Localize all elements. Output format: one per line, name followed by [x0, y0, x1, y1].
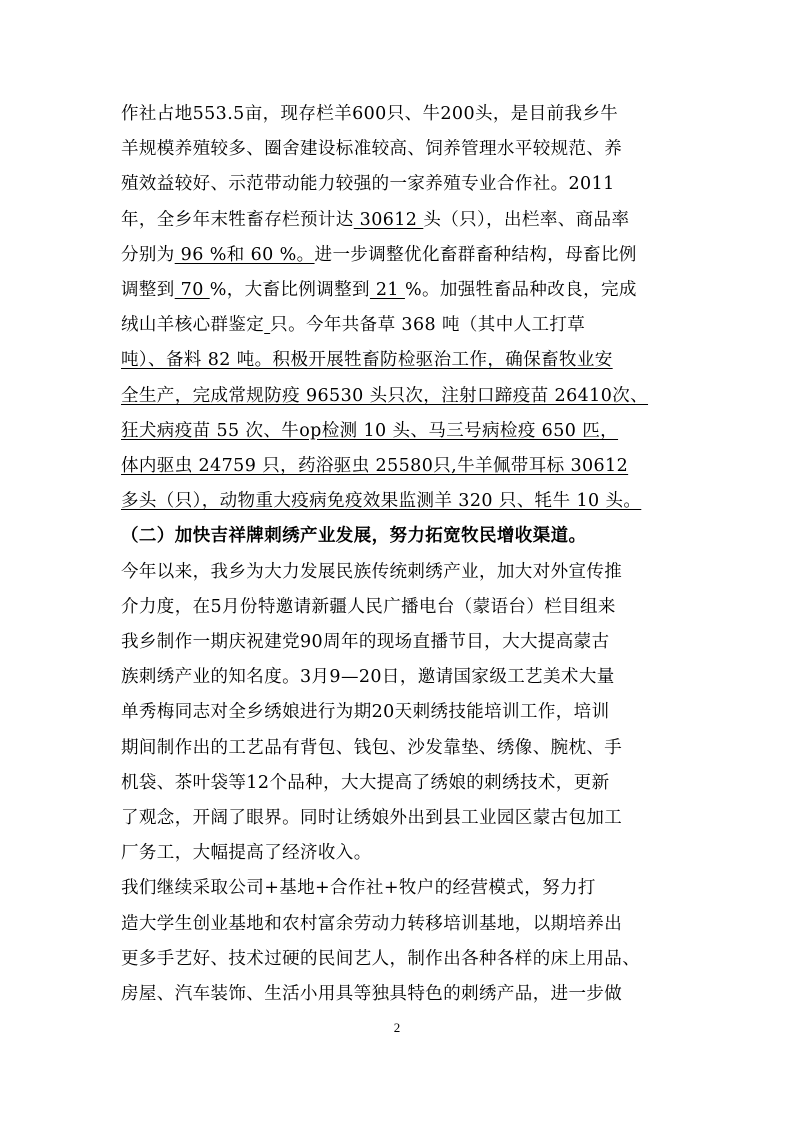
text-line [121, 454, 681, 478]
text-segment: %。加强牲畜品种改良，完成 [404, 280, 637, 300]
text-segment: 我乡制作一期庆祝建党90周年的现场直播节目，大大提高蒙古 [121, 632, 610, 652]
text-line [121, 665, 681, 689]
text-segment: 21 [369, 280, 405, 300]
text-segment: 我们继续采取公司+基地+合作社+牧户的经营模式，努力打 [121, 878, 596, 899]
text-segment: 70 [174, 280, 210, 300]
section-heading: （二）加快吉祥牌刺绣产业发展，努力拓宽牧民增收渠道。 [121, 526, 587, 547]
text-segment: 多头（只），动物重大疫病免疫效果监测羊 320 只、牦牛 10 头。 [121, 491, 642, 512]
text-line [121, 384, 681, 408]
text-line [121, 700, 681, 724]
text-line [121, 806, 681, 830]
text-line [121, 208, 681, 232]
text-line [121, 982, 681, 1006]
text-segment: 96 %和 60 %。 [174, 244, 315, 265]
text-line [121, 630, 681, 654]
text-segment: 头（只），出栏率、商品率 [423, 209, 630, 230]
text-line [121, 137, 681, 161]
text-segment: 期间制作出的工艺品有背包、钱包、沙发靠垫、绣像、腕枕、手 [121, 737, 623, 758]
text-segment: 绒山羊核心群鉴定 [121, 315, 265, 336]
text-line [121, 595, 681, 619]
text-line [121, 348, 681, 372]
text-segment: 全生产，完成常规防疫 96530 头只次，注射口蹄疫苗 26410次、 [121, 385, 649, 406]
text-line [121, 736, 681, 760]
text-segment: 作社占地553.5亩，现存栏羊600只、牛200头，是目前我乡牛 [121, 104, 619, 124]
text-line [121, 313, 681, 337]
text-segment: 殖效益较好、示范带动能力较强的一家养殖专业合作社。2011 [121, 174, 615, 195]
text-segment: 机袋、茶叶袋等12个品种，大大提高了绣娘的刺绣技术，更新 [121, 772, 610, 793]
text-line [121, 947, 681, 971]
text-line [121, 841, 681, 865]
text-segment: 厂务工，大幅提高了经济收入。 [121, 843, 372, 864]
text-segment: 调整到 [121, 280, 175, 300]
text-segment: 进一步调整优化畜群畜种结构，母畜比例 [314, 244, 637, 265]
text-line [121, 102, 681, 126]
text-line [121, 876, 681, 900]
text-line [121, 489, 681, 513]
text-line [121, 243, 681, 267]
text-line [121, 560, 681, 584]
text-segment: 单秀梅同志对全乡绣娘进行为期20天刺绣技能培训工作，培训 [121, 702, 610, 723]
text-segment: 族刺绣产业的知名度。3月9—20日，邀请国家级工艺美术大量 [121, 667, 615, 688]
text-segment: 更多手艺好、技术过硬的民间艺人，制作出各种各样的床上用品、 [121, 948, 641, 969]
text-segment: 房屋、汽车装饰、生活小用具等独具特色的刺绣产品，进一步做 [121, 984, 623, 1004]
text-line [121, 172, 681, 196]
text-segment: 分别为 [121, 244, 175, 265]
text-segment: 年，全乡年末牲畜存栏预计达 [121, 209, 354, 230]
page-number: 2 [393, 1020, 401, 1035]
text-segment: 今年以来，我乡为大力发展民族传统刺绣产业，加大对外宣传推 [121, 561, 623, 582]
text-segment: %，大畜比例调整到 [209, 280, 370, 300]
text-segment: 只。今年共备草 368 吨（其中人工打草 [270, 315, 586, 336]
text-segment: 羊规模养殖较多、圈舍建设标准较高、饲养管理水平较规范、养 [121, 139, 623, 160]
text-segment: 造大学生创业基地和农村富余劳动力转移培训基地，以期培养出 [121, 913, 623, 934]
text-line [121, 912, 681, 936]
text-line [121, 278, 681, 302]
text-segment: 体内驱虫 24759 只，药浴驱虫 25580只,牛羊佩带耳标 30612 [121, 456, 629, 476]
text-line [121, 524, 681, 548]
text-segment: 介力度，在5月份特邀请新疆人民广播电台（蒙语台）栏目组来 [121, 596, 616, 617]
text-segment: 了观念，开阔了眼界。同时让绣娘外出到县工业园区蒙古包加工 [121, 808, 623, 828]
text-line [121, 419, 681, 443]
text-line [121, 771, 681, 795]
text-segment: 狂犬病疫苗 55 次、牛op检测 10 头、马三号病检疫 650 匹， [121, 420, 619, 441]
text-segment: 30612 [353, 209, 424, 230]
text-segment: 吨）、备料 82 吨。积极开展牲畜防检驱治工作，确保畜牧业安 [121, 350, 613, 371]
